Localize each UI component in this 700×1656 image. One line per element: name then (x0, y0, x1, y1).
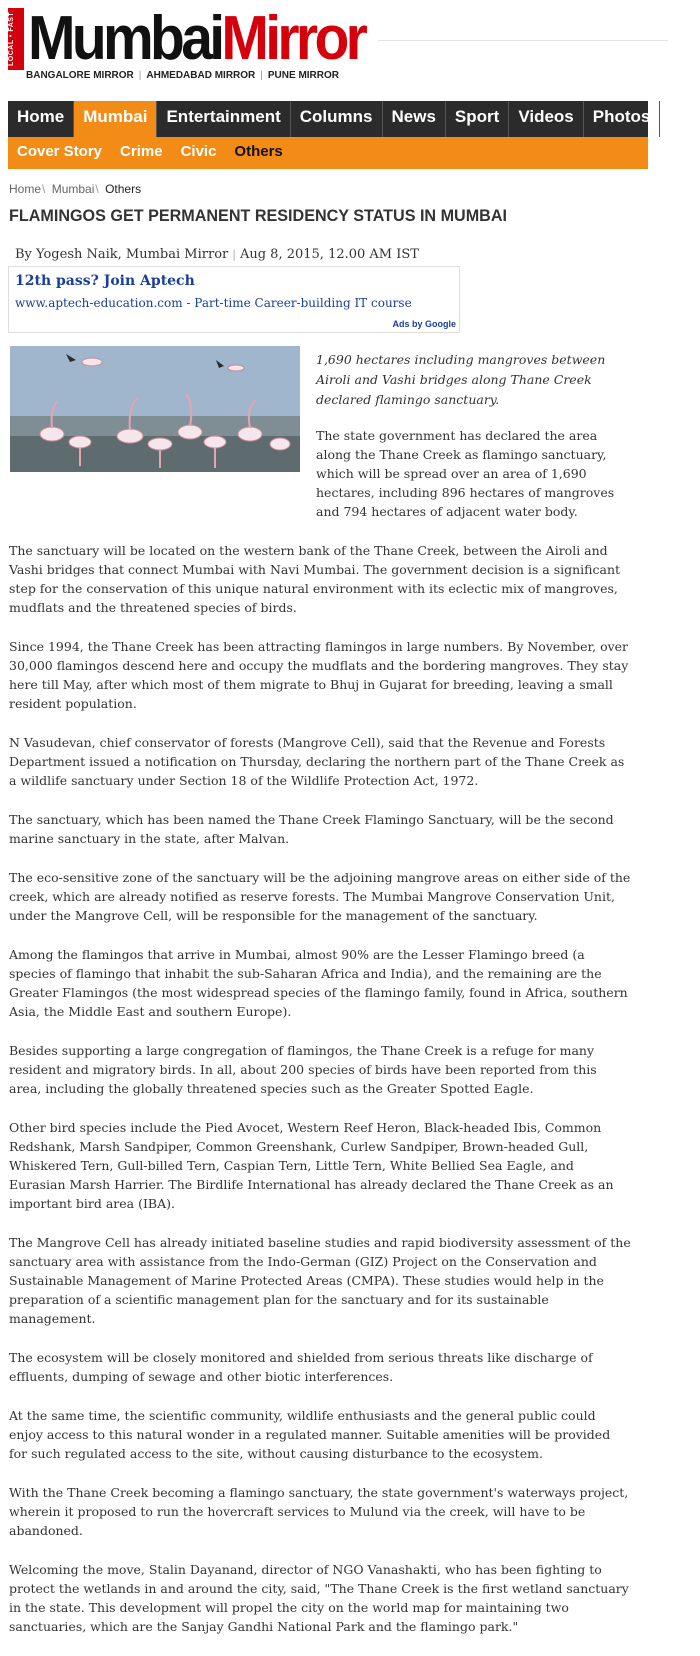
nav-mumbai[interactable]: Mumbai (74, 101, 157, 137)
subnav-cover-story[interactable]: Cover Story (17, 143, 103, 160)
logo-mumbai: Mumbai (28, 4, 222, 73)
paragraph-3: Since 1994, the Thane Creek has been attracting flamingos in large numbers. By November, over 30,000 flamingos descend here and occupy the mudflats and the bordering mangroves. They stay here till May, after which most of them migrate to Bhuj in Gujarat for breeding, leaving a small resident population. (9, 639, 629, 711)
breadcrumb-others: Others (105, 182, 142, 196)
byline-date: Aug 8, 2015, 12.00 AM IST (239, 247, 419, 262)
chevron-down-icon (673, 136, 690, 153)
paragraph-6: The eco-sensitive zone of the sanctuary will be the adjoining mangrove areas on either side of the creek, which are already notified as reserve forests. The Mumbai Mangrove Conservation Unit, under the Mangrove Cell, will be responsible for the management of the sanctuary. (9, 870, 631, 923)
byline-author: By Yogesh Naik, Mumbai Mirror (15, 247, 229, 262)
breadcrumb: Home\ Mumbai\ Others (9, 182, 142, 196)
site-logo[interactable] (28, 4, 364, 74)
paragraph-5: The sanctuary, which has been named the Thane Creek Flamingo Sanctuary, will be the second marine sanctuary in the state, after Malvan. (9, 812, 614, 846)
header-rule (378, 40, 668, 41)
subnav-crime[interactable]: Crime (120, 143, 163, 160)
paragraph-13: With the Thane Creek becoming a flamingo sanctuary, the state government's waterways project, wherein it proposed to run the hovercraft services to Mulund via the creek, will have to be abandoned. (9, 1485, 629, 1538)
nav-all[interactable] (660, 101, 700, 137)
nav-sport[interactable]: Sport (446, 101, 509, 137)
nav-news[interactable]: News (383, 101, 446, 137)
local-fast-tag: LOCAL • FAST (8, 8, 24, 70)
article-body (9, 426, 631, 1656)
breadcrumb-mumbai[interactable]: Mumbai (51, 182, 95, 196)
nav-home[interactable]: Home (8, 101, 74, 137)
subnav-others[interactable]: Others (234, 143, 283, 160)
paragraph-2: The sanctuary will be located on the western bank of the Thane Creek, between the Airoli and Vashi bridges that connect Mumbai with Navi Mumbai. The government decision is a significant step for the conservation of this unique natural environment with its eclectic mix of mangroves, mudflats and the threatened species of birds. (9, 543, 621, 615)
article-byline: By Yogesh Naik, Mumbai Mirror | Aug 8, 2015, 12.00 AM IST (15, 247, 419, 262)
sister-link-pune[interactable]: PUNE MIRROR (267, 70, 340, 81)
paragraph-7: Among the flamingos that arrive in Mumbai, almost 90% are the Lesser Flamingo breed (a species of flamingo that inhabit the sub-Saharan Africa and India), and the remaining are the Greater Flamingos (the most widespread species of the flamingo family, found in Africa, southern Asia, the Middle East and southern Europe). (9, 947, 628, 1019)
article-caption: 1,690 hectares including mangroves between Airoli and Vashi bridges along Thane Creek declared flamingo sanctuary. (316, 352, 606, 407)
sister-sites: BANGALORE MIRROR | AHMEDABAD MIRROR | PUNE MIRROR (26, 70, 340, 81)
logo-mirror: Mirror (221, 4, 365, 73)
nav-videos[interactable]: Videos (509, 101, 583, 137)
ads-by-google[interactable]: Ads by Google (392, 319, 456, 329)
nav-entertainment[interactable]: Entertainment (157, 101, 290, 137)
ad-title[interactable]: 12th pass? Join Aptech (15, 273, 195, 289)
paragraph-10: The Mangrove Cell has already initiated baseline studies and rapid biodiversity assessment of the sanctuary area with assistance from the Indo-German (GIZ) Project on the Conservation and Sustainable Management of Marine Protected Areas (CMPA). These studies would help in the preparation of a scientific management plan for the sanctuary and for its sustainable management. (9, 1235, 631, 1326)
google-ad (8, 266, 460, 333)
sister-link-bangalore[interactable]: BANGALORE MIRROR (26, 70, 134, 81)
paragraph-11: The ecosystem will be closely monitored and shielded from serious threats like discharge of effluents, dumping of sewage and other biotic interferences. (9, 1350, 593, 1384)
nav-all-label: All (669, 107, 692, 126)
paragraph-8: Besides supporting a large congregation of flamingos, the Thane Creek is a refuge for many resident and migratory birds. In all, about 200 species of birds have been reported from this area, including the globally threatened species such as the Greater Spotted Eagle. (9, 1043, 597, 1096)
sister-link-ahmedabad[interactable]: AHMEDABAD MIRROR (146, 70, 256, 81)
primary-nav (8, 101, 692, 137)
masthead (8, 6, 658, 94)
nav-photos[interactable]: Photos (584, 101, 661, 137)
subnav-civic[interactable]: Civic (180, 143, 217, 160)
paragraph-4: N Vasudevan, chief conservator of forests (Mangrove Cell), said that the Revenue and Forests Department issued a notification on Thursday, declaring the northern part of the Thane Creek as a wildlife sanctuary under Section 18 of the Wildlife Protection Act, 1972. (9, 735, 625, 788)
breadcrumb-home[interactable]: Home (9, 182, 42, 196)
paragraph-14: Welcoming the move, Stalin Dayanand, director of NGO Vanashakti, who has been fighting to protect the wetlands in and around the city, said, "The Thane Creek is the first wetland sanctuary in the state. This development will propel the city on the world map for maintaining two sanctuaries, which are the Sanjay Gandhi National Park and the flamingo park." (9, 1562, 629, 1634)
paragraph-1: The state government has declared the area along the Thane Creek as flamingo sanctuary, which will be spread over an area of 1,690 hectares, including 896 hectares of mangroves and 794 hectares of adjacent water body. (316, 428, 615, 519)
secondary-nav (8, 137, 648, 169)
article-headline: FLAMINGOS GET PERMANENT RESIDENCY STATUS IN MUMBAI (9, 206, 507, 225)
paragraph-12: At the same time, the scientific community, wildlife enthusiasts and the general public could enjoy access to this natural wonder in a regulated manner. Suitable amenities will be provided for such regulated access to the site, without causing disturbance to the ecosystem. (9, 1408, 611, 1461)
paragraph-9: Other bird species include the Pied Avocet, Western Reef Heron, Black-headed Ibis, Common Redshank, Marsh Sandpiper, Common Greenshank, Curlew Sandpiper, Brown-headed Gull, Whiskered Tern, Gull-billed Tern, Caspian Tern, Little Tern, White Bellied Sea Eagle, and Eurasian Marsh Harrier. The Birdlife International has already declared the Thane Creek as an important bird area (IBA). (9, 1120, 614, 1211)
ad-description[interactable]: www.aptech-education.com - Part-time Career-building IT course (15, 296, 412, 310)
nav-columns[interactable]: Columns (291, 101, 383, 137)
